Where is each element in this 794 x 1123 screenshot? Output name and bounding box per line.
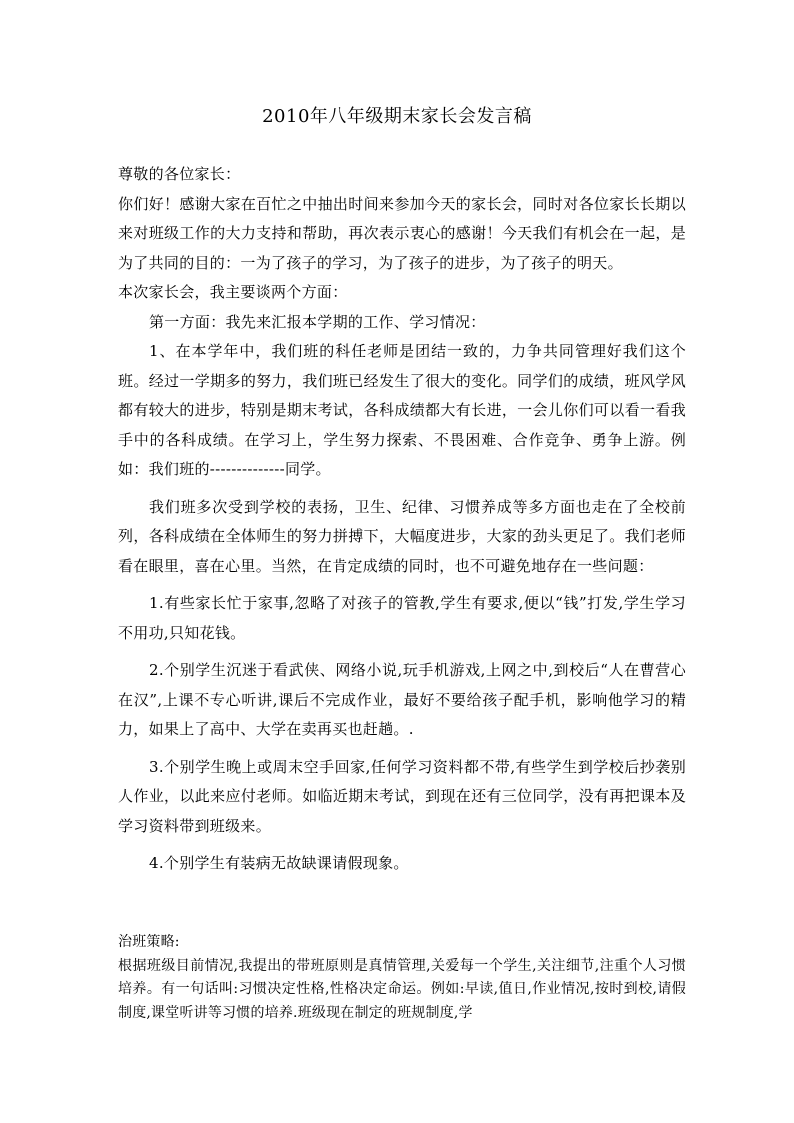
issue2-paragraph: 2.个别学生沉迷于看武侠、网络小说,玩手机游戏,上网之中,到校后“人在曹营心在汉”,上课不专心听讲,课后不完成作业，最好不要给孩子配手机，影响他学习的精力，如果上了高中、大学在卖再买也赶趟。. bbox=[118, 661, 686, 738]
issue1-paragraph: 1.有些家长忙于家事,忽略了对孩子的管教,学生有要求,便以“钱”打发,学生学习不用功,只知花钱。 bbox=[118, 594, 686, 642]
issue3-paragraph: 3.个别学生晚上或周末空手回家,任何学习资料都不带,有些学生到学校后抄袭别人作业，以此来应付老师。如临近期末考试，到现在还有三位同学，没有再把课本及学习资料带到班级来。 bbox=[118, 757, 686, 835]
section1-heading: 第一方面：我先来汇报本学期的工作、学习情况： bbox=[149, 312, 486, 331]
praise-paragraph: 我们班多次受到学校的表扬，卫生、纪律、习惯养成等多方面也走在了全校前列，各科成绩在全体师生的努力拼搏下，大幅度进步，大家的劲头更足了。我们老师看在眼里，喜在心里。当然，在肯定成绩的同时，也不可避免地存在一些问题： bbox=[118, 497, 686, 575]
document-title: 2010年八年级期末家长会发言稿 bbox=[262, 106, 532, 127]
strategy-section bbox=[118, 931, 686, 1025]
point1-paragraph: 1、在本学年中，我们班的科任老师是团结一致的，力争共同管理好我们这个班。经过一学期多的努力，我们班已经发生了很大的变化。同学们的成绩，班风学风都有较大的进步，特别是期末考试，各科成绩都大有长进，一会儿你们可以看一看我手中的各科成绩。在学习上，学生努力探索、不畏困难、合作竞争、勇争上游。例如：我们班的--------------同学。 bbox=[118, 342, 686, 478]
salutation: 尊敬的各位家长： bbox=[118, 165, 241, 183]
strategy-heading: 治班策略: bbox=[118, 934, 180, 950]
strategy-paragraph: 根据班级目前情况,我提出的带班原则是真情管理,关爱每一个学生,关注细节,注重个人习惯培养。有一句话叫:习惯决定性格,性格决定命运。例如:早读,值日,作业情况,按时到校,请假制度,课堂听讲等习惯的培养.班级现在制定的班规制度,学 bbox=[118, 957, 686, 1021]
intro-paragraph: 本次家长会，我主要谈两个方面： bbox=[118, 283, 348, 301]
opening-paragraph: 你们好！感谢大家在百忙之中抽出时间来参加今天的家长会，同时对各位家长长期以来对班级工作的大力支持和帮助，再次表示衷心的感谢！今天我们有机会在一起，是为了共同的目的：一为了孩子的学习，为了孩子的进步，为了孩子的明天。 bbox=[118, 194, 686, 272]
document-body bbox=[118, 160, 686, 879]
issue4-paragraph: 4.个别学生有装病无故缺课请假现象。 bbox=[149, 854, 409, 872]
